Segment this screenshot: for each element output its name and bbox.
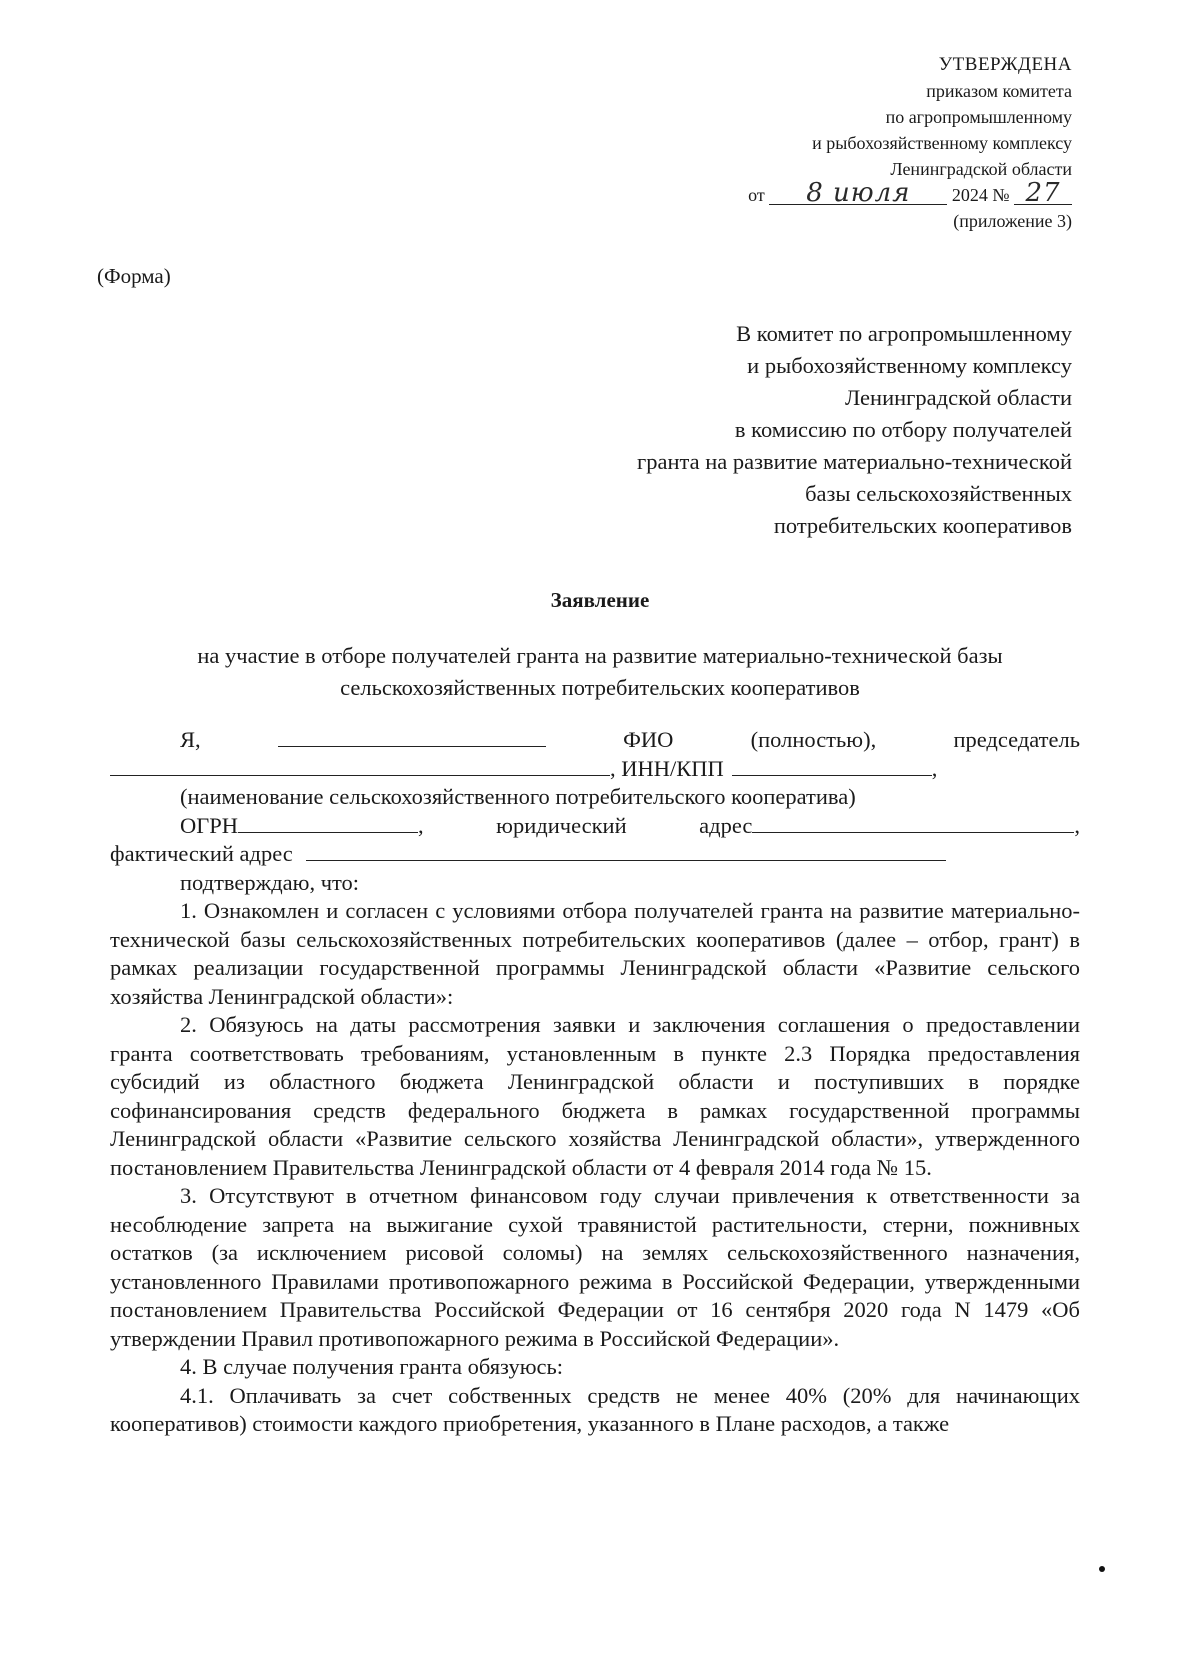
addressee-block bbox=[637, 318, 1072, 542]
address-label: адрес bbox=[699, 812, 753, 838]
scan-speck bbox=[1099, 1566, 1105, 1572]
subheading-line: сельскохозяйственных потребительских кооперативов bbox=[340, 675, 860, 700]
legal-label: юридический bbox=[496, 812, 627, 838]
document-subheading bbox=[120, 640, 1080, 704]
addressee-line: гранта на развитие материально-технической bbox=[637, 449, 1072, 474]
addressee-line: базы сельскохозяйственных bbox=[805, 481, 1072, 506]
handwritten-number: 27 bbox=[1014, 182, 1072, 205]
paragraph-1: 1. Ознакомлен и согласен с условиями отбора получателей гранта на развитие материально-технической базы сельскохозяйственных потребительских кооперативов (далее – отбор, грант) в рамках реализации государственной программы Ленинградской области «Развитие сельского хозяйства Ленинградской области»: bbox=[110, 898, 1080, 1009]
addressee-line: в комиссию по отбору получателей bbox=[734, 417, 1072, 442]
document-heading: Заявление bbox=[550, 588, 650, 612]
ogrn-group bbox=[180, 812, 424, 841]
paragraph-3: 3. Отсутствуют в отчетном финансовом году случаи привлечения к ответственности за несоблюдение запрета на выжигание сухой травянистой растительности, стерни, пожнивных остатков (за исключением рисовой соломы) на землях сельскохозяйственного назначения, установленного Правилами противопожарного режима в Российской Федерации, утвержденными постановлением Правительства Российской Федерации от 16 сентября 2020 года N 1479 «Об утверждении Правил противопожарного режима в Российской Федерации». bbox=[110, 1183, 1080, 1351]
paragraph-2: 2. Обязуюсь на даты рассмотрения заявки и заключения соглашения о предоставлении гранта соответствовать требованиям, установленным в пункте 2.3 Порядка предоставления субсидий из областного бюджета Ленинградской области и поступивших в порядке софинансирования средств федерального бюджета в рамках государственной программы Ленинградской области «Развитие сельского хозяйства Ленинградской области», утвержденного постановлением Правительства Ленинградской области от 4 февраля 2014 года № 15. bbox=[110, 1012, 1080, 1180]
approval-line: по агропромышленному bbox=[885, 107, 1072, 127]
addressee-line: и рыбохозяйственному комплексу bbox=[747, 353, 1072, 378]
inn-label: , ИНН/КПП bbox=[610, 755, 724, 781]
subheading-line: на участие в отборе получателей гранта на развитие материально-технической базы bbox=[197, 643, 1003, 668]
inn-comma: , bbox=[931, 755, 938, 781]
ya-label: Я, bbox=[180, 727, 201, 752]
addressee-line: потребительских кооперативов bbox=[773, 513, 1072, 538]
handwritten-date: 8 июля bbox=[769, 182, 947, 205]
fio-note: (полностью), bbox=[750, 727, 877, 752]
ogrn-blank-field bbox=[238, 812, 418, 833]
addressee-line: В комитет по агропромышленному bbox=[736, 321, 1072, 346]
confirm-line: подтверждаю, что: bbox=[180, 869, 360, 895]
addressee-line: Ленинградской области bbox=[844, 385, 1072, 410]
approval-stamp-block bbox=[748, 52, 1072, 234]
paragraph-4-1: 4.1. Оплачивать за счет собственных средств не менее 40% (20% для начинающих кооперативов) стоимости каждого приобретения, указанного в Плане расходов, а также bbox=[110, 1382, 1080, 1436]
form-row-fio bbox=[110, 726, 1080, 755]
approval-line: Ленинградской области bbox=[890, 159, 1072, 179]
coop-note: (наименование сельскохозяйственного потребительского кооператива) bbox=[180, 784, 856, 809]
form-row-coop bbox=[110, 755, 1080, 784]
ogrn-label: ОГРН bbox=[180, 812, 239, 838]
approval-appendix: (приложение 3) bbox=[953, 211, 1072, 231]
form-label: (Форма) bbox=[97, 264, 171, 288]
form-row-ogrn bbox=[110, 812, 1080, 841]
actual-address-blank-field bbox=[306, 840, 946, 861]
approval-title: УТВЕРЖДЕНА bbox=[938, 54, 1072, 75]
ogrn-comma: , bbox=[418, 812, 424, 838]
date-prefix: от bbox=[748, 185, 765, 205]
coop-name-blank-field bbox=[110, 755, 610, 776]
inn-blank-field bbox=[732, 755, 932, 776]
approval-date-line bbox=[748, 178, 1072, 208]
actual-address-label: фактический адрес bbox=[110, 841, 293, 866]
form-row-actual-address bbox=[110, 840, 1080, 869]
legal-address-group bbox=[699, 812, 1080, 841]
paragraph-4: 4. В случае получения гранта обязуюсь: bbox=[180, 1354, 564, 1379]
approval-line: приказом комитета bbox=[926, 81, 1072, 101]
address-comma: , bbox=[1074, 812, 1080, 838]
legal-address-blank-field bbox=[752, 812, 1074, 833]
approval-line: и рыбохозяйственному комплексу bbox=[812, 133, 1072, 153]
fio-blank-field bbox=[278, 726, 546, 747]
approval-year: 2024 № bbox=[951, 185, 1010, 205]
fio-label: ФИО bbox=[623, 727, 674, 752]
chairman-label: председатель bbox=[953, 727, 1080, 752]
document-body bbox=[110, 726, 1080, 1439]
